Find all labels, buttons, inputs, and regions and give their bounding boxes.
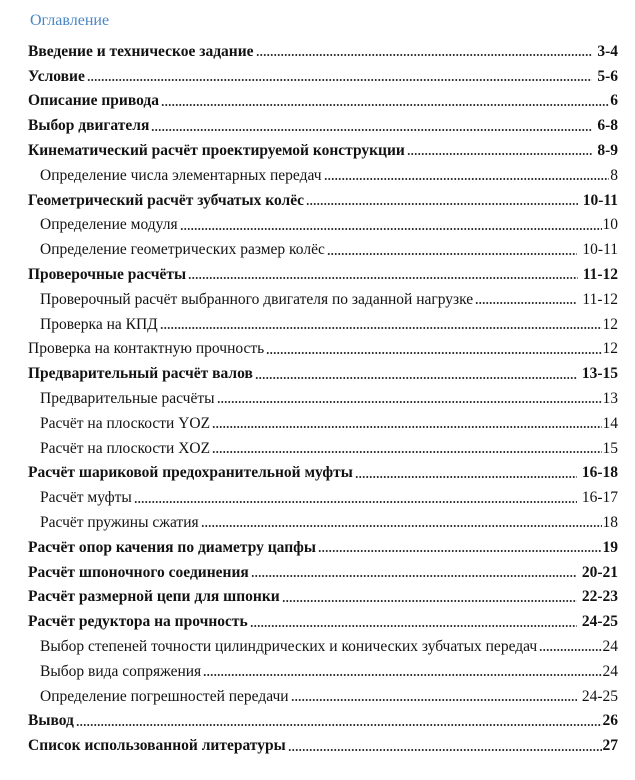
dot-leader — [212, 433, 601, 458]
toc-entry[interactable] — [28, 36, 618, 61]
toc-entry[interactable] — [28, 730, 618, 755]
toc-entry[interactable] — [28, 358, 618, 383]
dot-leader — [160, 309, 602, 334]
toc-entry-title: Расчёт шариковой предохранительной муфты — [28, 464, 353, 482]
toc-entry[interactable] — [28, 110, 618, 135]
toc-entry-page: 10-11 — [582, 241, 618, 259]
toc-entry-page: 24-25 — [581, 613, 618, 631]
toc-entry[interactable] — [28, 185, 618, 210]
toc-entry-title: Расчёт на плоскости XOZ — [40, 439, 211, 457]
dot-leader — [251, 557, 577, 582]
toc-entry[interactable] — [28, 433, 618, 458]
toc-entry-title: Проверочный расчёт выбранного двигателя по заданной нагрузке — [40, 290, 474, 308]
toc-entry-title: Расчёт муфты — [40, 489, 132, 507]
toc-entry-title: Расчёт шпоночного соединения — [28, 563, 249, 581]
dot-leader — [203, 656, 601, 681]
toc-entry[interactable] — [28, 681, 618, 706]
toc-entry-title: Расчёт опор качения по диаметру цапфы — [28, 538, 316, 556]
toc-entry-title: Описание привода — [28, 92, 159, 110]
toc-entry-page: 24-25 — [581, 687, 618, 705]
toc-entry[interactable] — [28, 532, 618, 557]
toc-entry-page: 24 — [602, 662, 618, 680]
toc-entry-title: Предварительный расчёт валов — [28, 365, 253, 383]
toc-entry-title: Вывод — [28, 712, 74, 730]
dot-leader — [324, 160, 610, 185]
dot-leader — [306, 185, 578, 210]
toc-entry[interactable] — [28, 557, 618, 582]
toc-entry-page: 6 — [610, 92, 618, 110]
dot-leader — [282, 582, 577, 607]
dot-leader — [255, 358, 577, 383]
dot-leader — [266, 334, 601, 359]
toc-entry[interactable] — [28, 458, 618, 483]
toc-entry[interactable] — [28, 309, 618, 334]
dot-leader — [212, 408, 601, 433]
dot-leader — [318, 532, 602, 557]
toc-entry-page: 27 — [602, 737, 618, 755]
toc-entry[interactable] — [28, 656, 618, 681]
toc-list — [28, 36, 618, 755]
toc-entry-page: 6-8 — [597, 117, 618, 135]
toc-entry-page: 10 — [602, 216, 618, 234]
toc-heading: Оглавление — [30, 12, 110, 29]
toc-entry-title: Расчёт редуктора на прочность — [28, 613, 248, 631]
toc-entry-title: Определение числа элементарных передач — [40, 166, 322, 184]
toc-entry-title: Условие — [28, 67, 85, 85]
toc-entry-title: Определение модуля — [40, 216, 178, 234]
toc-entry[interactable] — [28, 135, 618, 160]
toc-entry[interactable] — [28, 582, 618, 607]
dot-leader — [161, 86, 609, 111]
toc-entry-title: Выбор вида сопряжения — [40, 662, 202, 680]
toc-entry-page: 24 — [602, 637, 618, 655]
dot-leader — [87, 61, 593, 86]
toc-entry-title: Проверка на КПД — [40, 315, 158, 333]
toc-entry-page: 12 — [602, 340, 618, 358]
toc-entry-page: 20-21 — [581, 563, 618, 581]
toc-entry-title: Выбор двигателя — [28, 117, 150, 135]
dot-leader — [407, 135, 592, 160]
toc-entry-page: 11-12 — [582, 265, 618, 283]
dot-leader — [291, 681, 577, 706]
toc-entry-title: Проверочные расчёты — [28, 265, 187, 283]
dot-leader — [180, 210, 602, 235]
toc-entry[interactable] — [28, 606, 618, 631]
toc-entry-title: Определение погрешностей передачи — [40, 687, 289, 705]
toc-entry[interactable] — [28, 284, 618, 309]
toc-entry[interactable] — [28, 631, 618, 656]
toc-entry-page: 3-4 — [597, 42, 618, 60]
toc-entry[interactable] — [28, 706, 618, 731]
toc-entry-page: 15 — [602, 439, 618, 457]
dot-leader — [201, 507, 602, 532]
toc-entry-page: 18 — [602, 513, 618, 531]
dot-leader — [288, 730, 602, 755]
dot-leader — [539, 631, 601, 656]
toc-entry-page: 8 — [610, 166, 618, 184]
dot-leader — [327, 234, 578, 259]
dot-leader — [151, 110, 592, 135]
toc-entry-title: Список использованной литературы — [28, 737, 286, 755]
toc-entry-title: Проверка на контактную прочность — [28, 340, 265, 358]
toc-entry-title: Введение и техническое задание — [28, 42, 254, 60]
toc-entry-page: 10-11 — [582, 191, 618, 209]
toc-entry-page: 13 — [602, 389, 618, 407]
dot-leader — [475, 284, 577, 309]
dot-leader — [217, 383, 602, 408]
toc-entry-page: 14 — [602, 414, 618, 432]
toc-entry-page: 8-9 — [597, 141, 618, 159]
toc-entry-page: 26 — [602, 712, 618, 730]
toc-entry[interactable] — [28, 259, 618, 284]
toc-entry-page: 5-6 — [597, 67, 618, 85]
dot-leader — [188, 259, 578, 284]
toc-entry[interactable] — [28, 334, 618, 359]
toc-entry-page: 19 — [602, 538, 618, 556]
dot-leader — [76, 706, 602, 731]
toc-entry-page: 16-17 — [581, 489, 618, 507]
toc-entry-title: Расчёт пружины сжатия — [40, 513, 199, 531]
toc-entry-page: 22-23 — [581, 588, 618, 606]
toc-entry[interactable] — [28, 507, 618, 532]
toc-entry-title: Расчёт на плоскости YOZ — [40, 414, 211, 432]
toc-entry[interactable] — [28, 86, 618, 111]
toc-entry[interactable] — [28, 160, 618, 185]
toc-entry-title: Расчёт размерной цепи для шпонки — [28, 588, 280, 606]
toc-entry-title: Предварительные расчёты — [40, 389, 215, 407]
toc-entry[interactable] — [28, 234, 618, 259]
dot-leader — [355, 458, 577, 483]
toc-entry-title: Определение геометрических размер колёс — [40, 241, 325, 259]
toc-entry[interactable] — [28, 210, 618, 235]
toc-entry-title: Кинематический расчёт проектируемой конструкции — [28, 141, 405, 159]
toc-entry-title: Выбор степеней точности цилиндрических и конических зубчатых передач — [40, 637, 538, 655]
dot-leader — [134, 482, 577, 507]
toc-entry[interactable] — [28, 383, 618, 408]
toc-entry[interactable] — [28, 61, 618, 86]
toc-entry-page: 16-18 — [581, 464, 618, 482]
toc-entry-page: 11-12 — [582, 290, 618, 308]
dot-leader — [256, 36, 593, 61]
toc-entry-page: 12 — [602, 315, 618, 333]
toc-entry[interactable] — [28, 408, 618, 433]
toc-entry-title: Геометрический расчёт зубчатых колёс — [28, 191, 304, 209]
dot-leader — [250, 606, 577, 631]
toc-entry[interactable] — [28, 482, 618, 507]
toc-entry-page: 13-15 — [581, 365, 618, 383]
